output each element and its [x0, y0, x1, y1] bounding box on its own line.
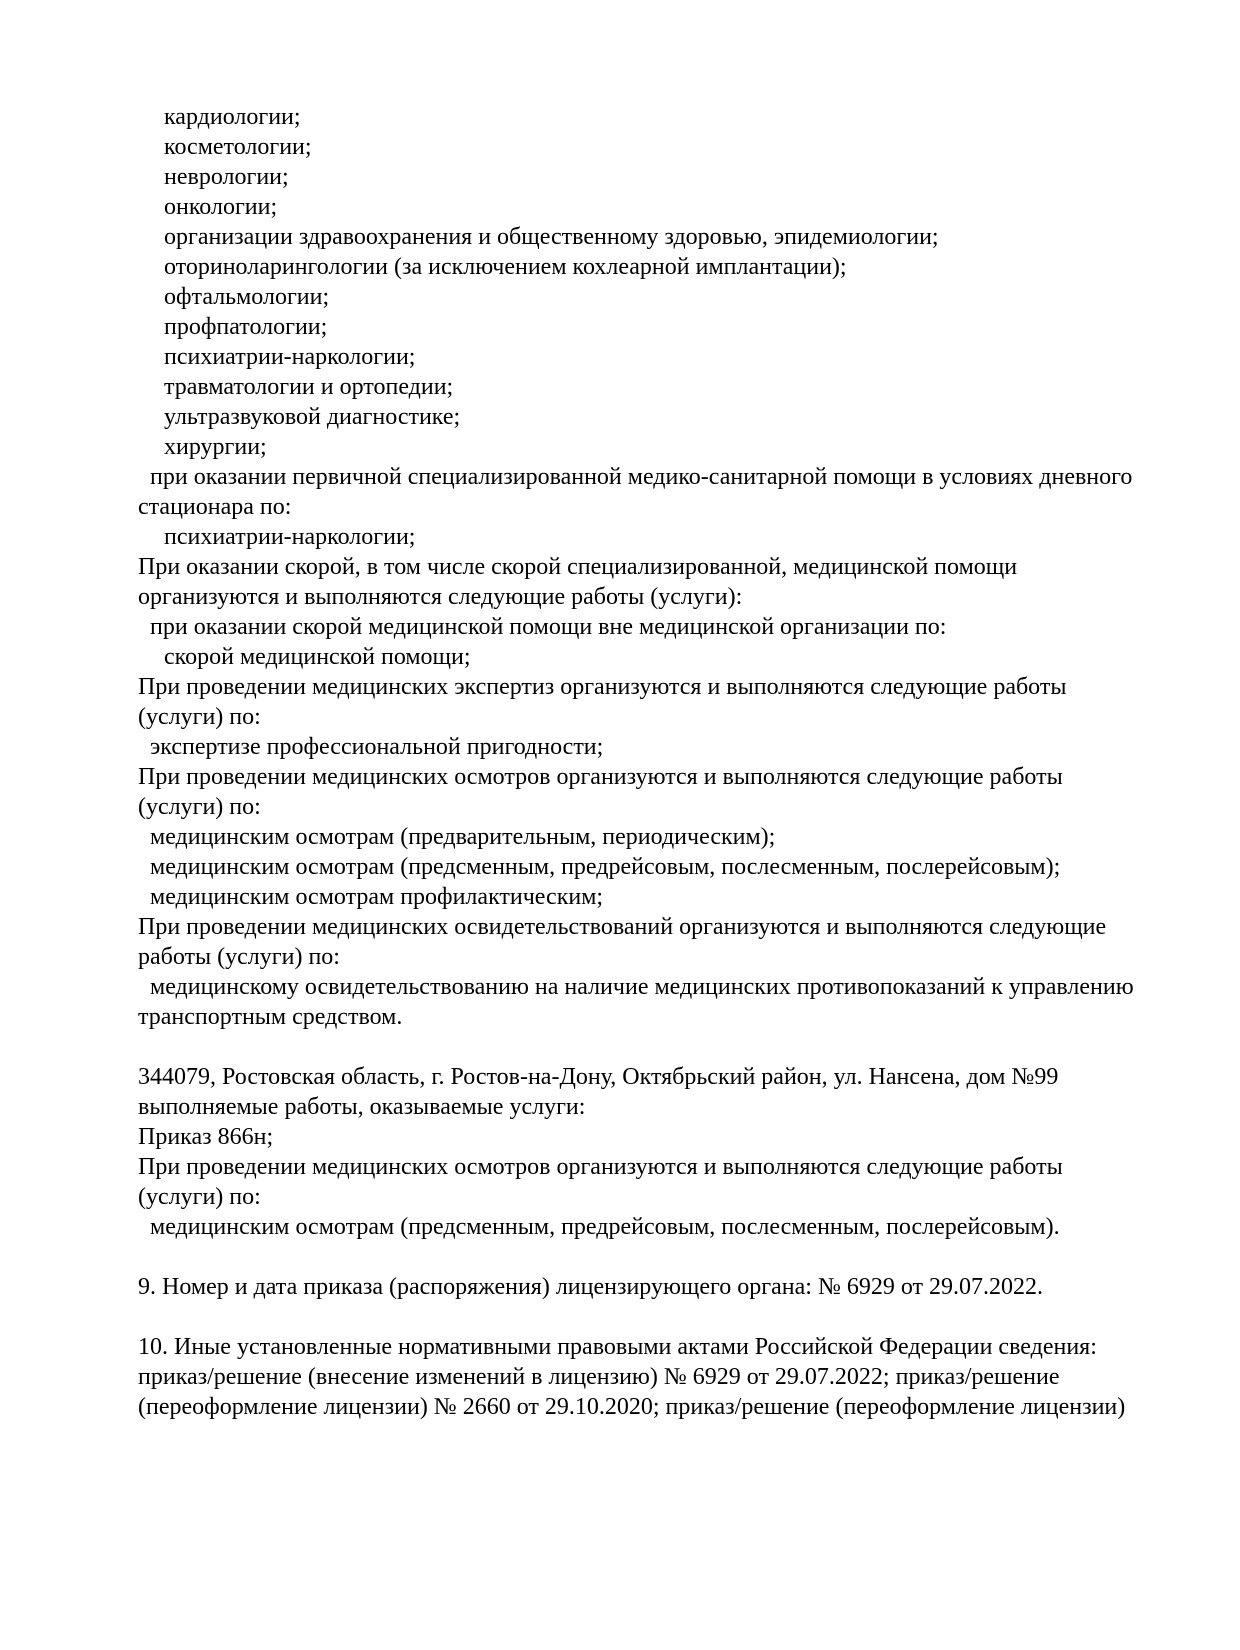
- doc-line: При оказании скорой, в том числе скорой специализированной, медицинской помощи: [138, 554, 1018, 580]
- doc-line: оториноларингологии (за исключением кохлеарной имплантации);: [164, 254, 847, 280]
- doc-line: При проведении медицинских осмотров организуются и выполняются следующие работы: [138, 764, 1063, 790]
- doc-line: офтальмологии;: [164, 284, 330, 310]
- doc-line: ультразвуковой диагностике;: [164, 404, 461, 430]
- doc-line: травматологии и ортопедии;: [164, 374, 454, 400]
- blank-line: [138, 1242, 1210, 1272]
- doc-line: скорой медицинской помощи;: [164, 644, 471, 670]
- doc-line: При проведении медицинских осмотров организуются и выполняются следующие работы: [138, 1154, 1063, 1180]
- doc-line: онкологии;: [164, 194, 278, 220]
- doc-line: организуются и выполняются следующие работы (услуги):: [138, 584, 743, 610]
- doc-line: психиатрии-наркологии;: [164, 344, 416, 370]
- doc-line: профпатологии;: [164, 314, 328, 340]
- doc-line: организации здравоохранения и общественному здоровью, эпидемиологии;: [164, 224, 939, 250]
- doc-line: медицинскому освидетельствованию на наличие медицинских противопоказаний к управлению: [150, 974, 1134, 1000]
- doc-line: при оказании скорой медицинской помощи вне медицинской организации по:: [150, 614, 947, 640]
- doc-line: (переоформление лицензии) № 2660 от 29.10.2020; приказ/решение (переоформление лицензии): [138, 1394, 1126, 1420]
- doc-line: медицинским осмотрам профилактическим;: [150, 884, 604, 910]
- doc-line: медицинским осмотрам (предсменным, предрейсовым, послесменным, послерейсовым).: [150, 1214, 1060, 1240]
- document-body: [138, 102, 1210, 1422]
- doc-line: 10. Иные установленные нормативными правовыми актами Российской Федерации сведения:: [138, 1334, 1097, 1360]
- doc-line: 9. Номер и дата приказа (распоряжения) лицензирующего органа: № 6929 от 29.07.2022.: [138, 1274, 1044, 1300]
- doc-line: психиатрии-наркологии;: [164, 524, 416, 550]
- doc-line: при оказании первичной специализированной медико-санитарной помощи в условиях дневного: [150, 464, 1133, 490]
- doc-line: 344079, Ростовская область, г. Ростов-на-Дону, Октябрьский район, ул. Нансена, дом №99: [138, 1064, 1059, 1090]
- doc-line: транспортным средством.: [138, 1004, 403, 1030]
- doc-line: кардиологии;: [164, 104, 301, 130]
- doc-line: (услуги) по:: [138, 794, 261, 820]
- blank-line: [138, 1302, 1210, 1332]
- doc-line: неврологии;: [164, 164, 289, 190]
- blank-line: [138, 1032, 1210, 1062]
- doc-line: хирургии;: [164, 434, 267, 460]
- doc-line: выполняемые работы, оказываемые услуги:: [138, 1094, 586, 1120]
- doc-line: (услуги) по:: [138, 1184, 261, 1210]
- doc-line: экспертизе профессиональной пригодности;: [150, 734, 604, 760]
- doc-line: При проведении медицинских экспертиз организуются и выполняются следующие работы: [138, 674, 1067, 700]
- doc-line: При проведении медицинских освидетельствований организуются и выполняются следующие: [138, 914, 1107, 940]
- doc-line: медицинским осмотрам (предварительным, периодическим);: [150, 824, 776, 850]
- doc-line: косметологии;: [164, 134, 312, 160]
- doc-line: приказ/решение (внесение изменений в лицензию) № 6929 от 29.07.2022; приказ/решение: [138, 1364, 1060, 1390]
- doc-line: Приказ 866н;: [138, 1124, 274, 1150]
- doc-line: медицинским осмотрам (предсменным, предрейсовым, послесменным, послерейсовым);: [150, 854, 1061, 880]
- doc-line: стационара по:: [138, 494, 292, 520]
- doc-line: (услуги) по:: [138, 704, 261, 730]
- doc-line: работы (услуги) по:: [138, 944, 340, 970]
